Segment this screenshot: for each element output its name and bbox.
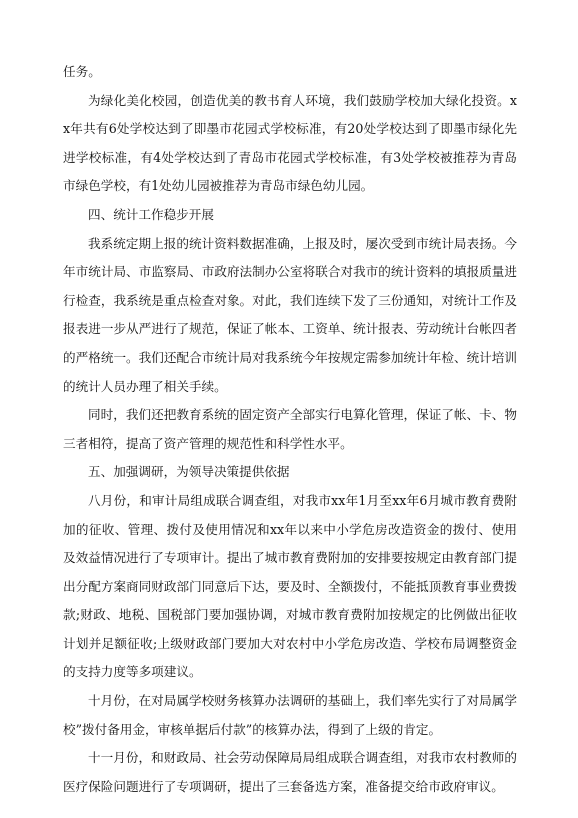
paragraph-statistics-reporting: 我系统定期上报的统计资料数据准确，上报及时，屡次受到市统计局表扬。今年市统计局、市监察局、市政府法制办公室将联合对我市的统计资料的填报质量进行检查，我系统是重点检查对象。对此，我们连续下发了三份通知，对统计工作及报表进一步从严进行了规范，保证了帐本、工资单、统计报表、劳动统计台帐四者的严格统一。我们还配合市统计局对我系统今年按规定需参加统计年检、统计培训的统计人员办理了相关手续。: [63, 235, 517, 394]
paragraph-november-insurance: 十一月份，和财政局、社会劳动保障局局组成联合调查组，对我市农村教师的医疗保险问题进行了专项调研，提出了三套备选方案，准备提交给市政府审议。: [63, 750, 517, 794]
paragraph-august-audit: 八月份，和审计局组成联合调查组，对我市xx年1月至xx年6月城市教育费附加的征收、管理、拨付及使用情况和xx年以来中小学危房改造资金的拨付、使用及效益情况进行了专项审计。提出了城市教育费附加的安排要按规定由教育部门提出分配方案商同财政部门同意后下达，要及时、全额拨付，不能抵顶教育事业费拨款;财政、地税、国税部门要加强协调，对城市教育费附加按规定的比例做出征收计划并足额征收;上级财政部门要加大对农村中小学危房改造、学校布局调整资金的支持力度等多项建议。: [63, 492, 517, 680]
paragraph-continuation: 任务。: [63, 64, 101, 79]
paragraph-october-accounting: 十月份，在对局属学校财务核算办法调研的基础上，我们率先实行了对局属学校”拨付备用金，审核单据后付款”的核算办法，得到了上级的肯定。: [63, 693, 517, 737]
section-heading-research: 五、加强调研，为领导决策提供依据: [88, 464, 290, 480]
paragraph-greening: 为绿化美化校园，创造优美的教书育人环境，我们鼓励学校加大绿化投资。xx年共有6处学校达到了即墨市花园式学校标准，有20处学校达到了即墨市绿化先进学校标准，有4处学校达到了青岛市花园式学校标准，有3处学校被推荐为青岛市绿色学校，有1处幼儿园被推荐为青岛市绿色幼儿园。: [63, 92, 517, 194]
paragraph-fixed-assets: 同时，我们还把教育系统的固定资产全部实行电算化管理，保证了帐、卡、物三者相符，提高了资产管理的规范性和科学性水平。: [63, 407, 517, 451]
document-page: [63, 58, 517, 801]
section-heading-statistics: 四、统计工作稳步开展: [88, 206, 214, 222]
